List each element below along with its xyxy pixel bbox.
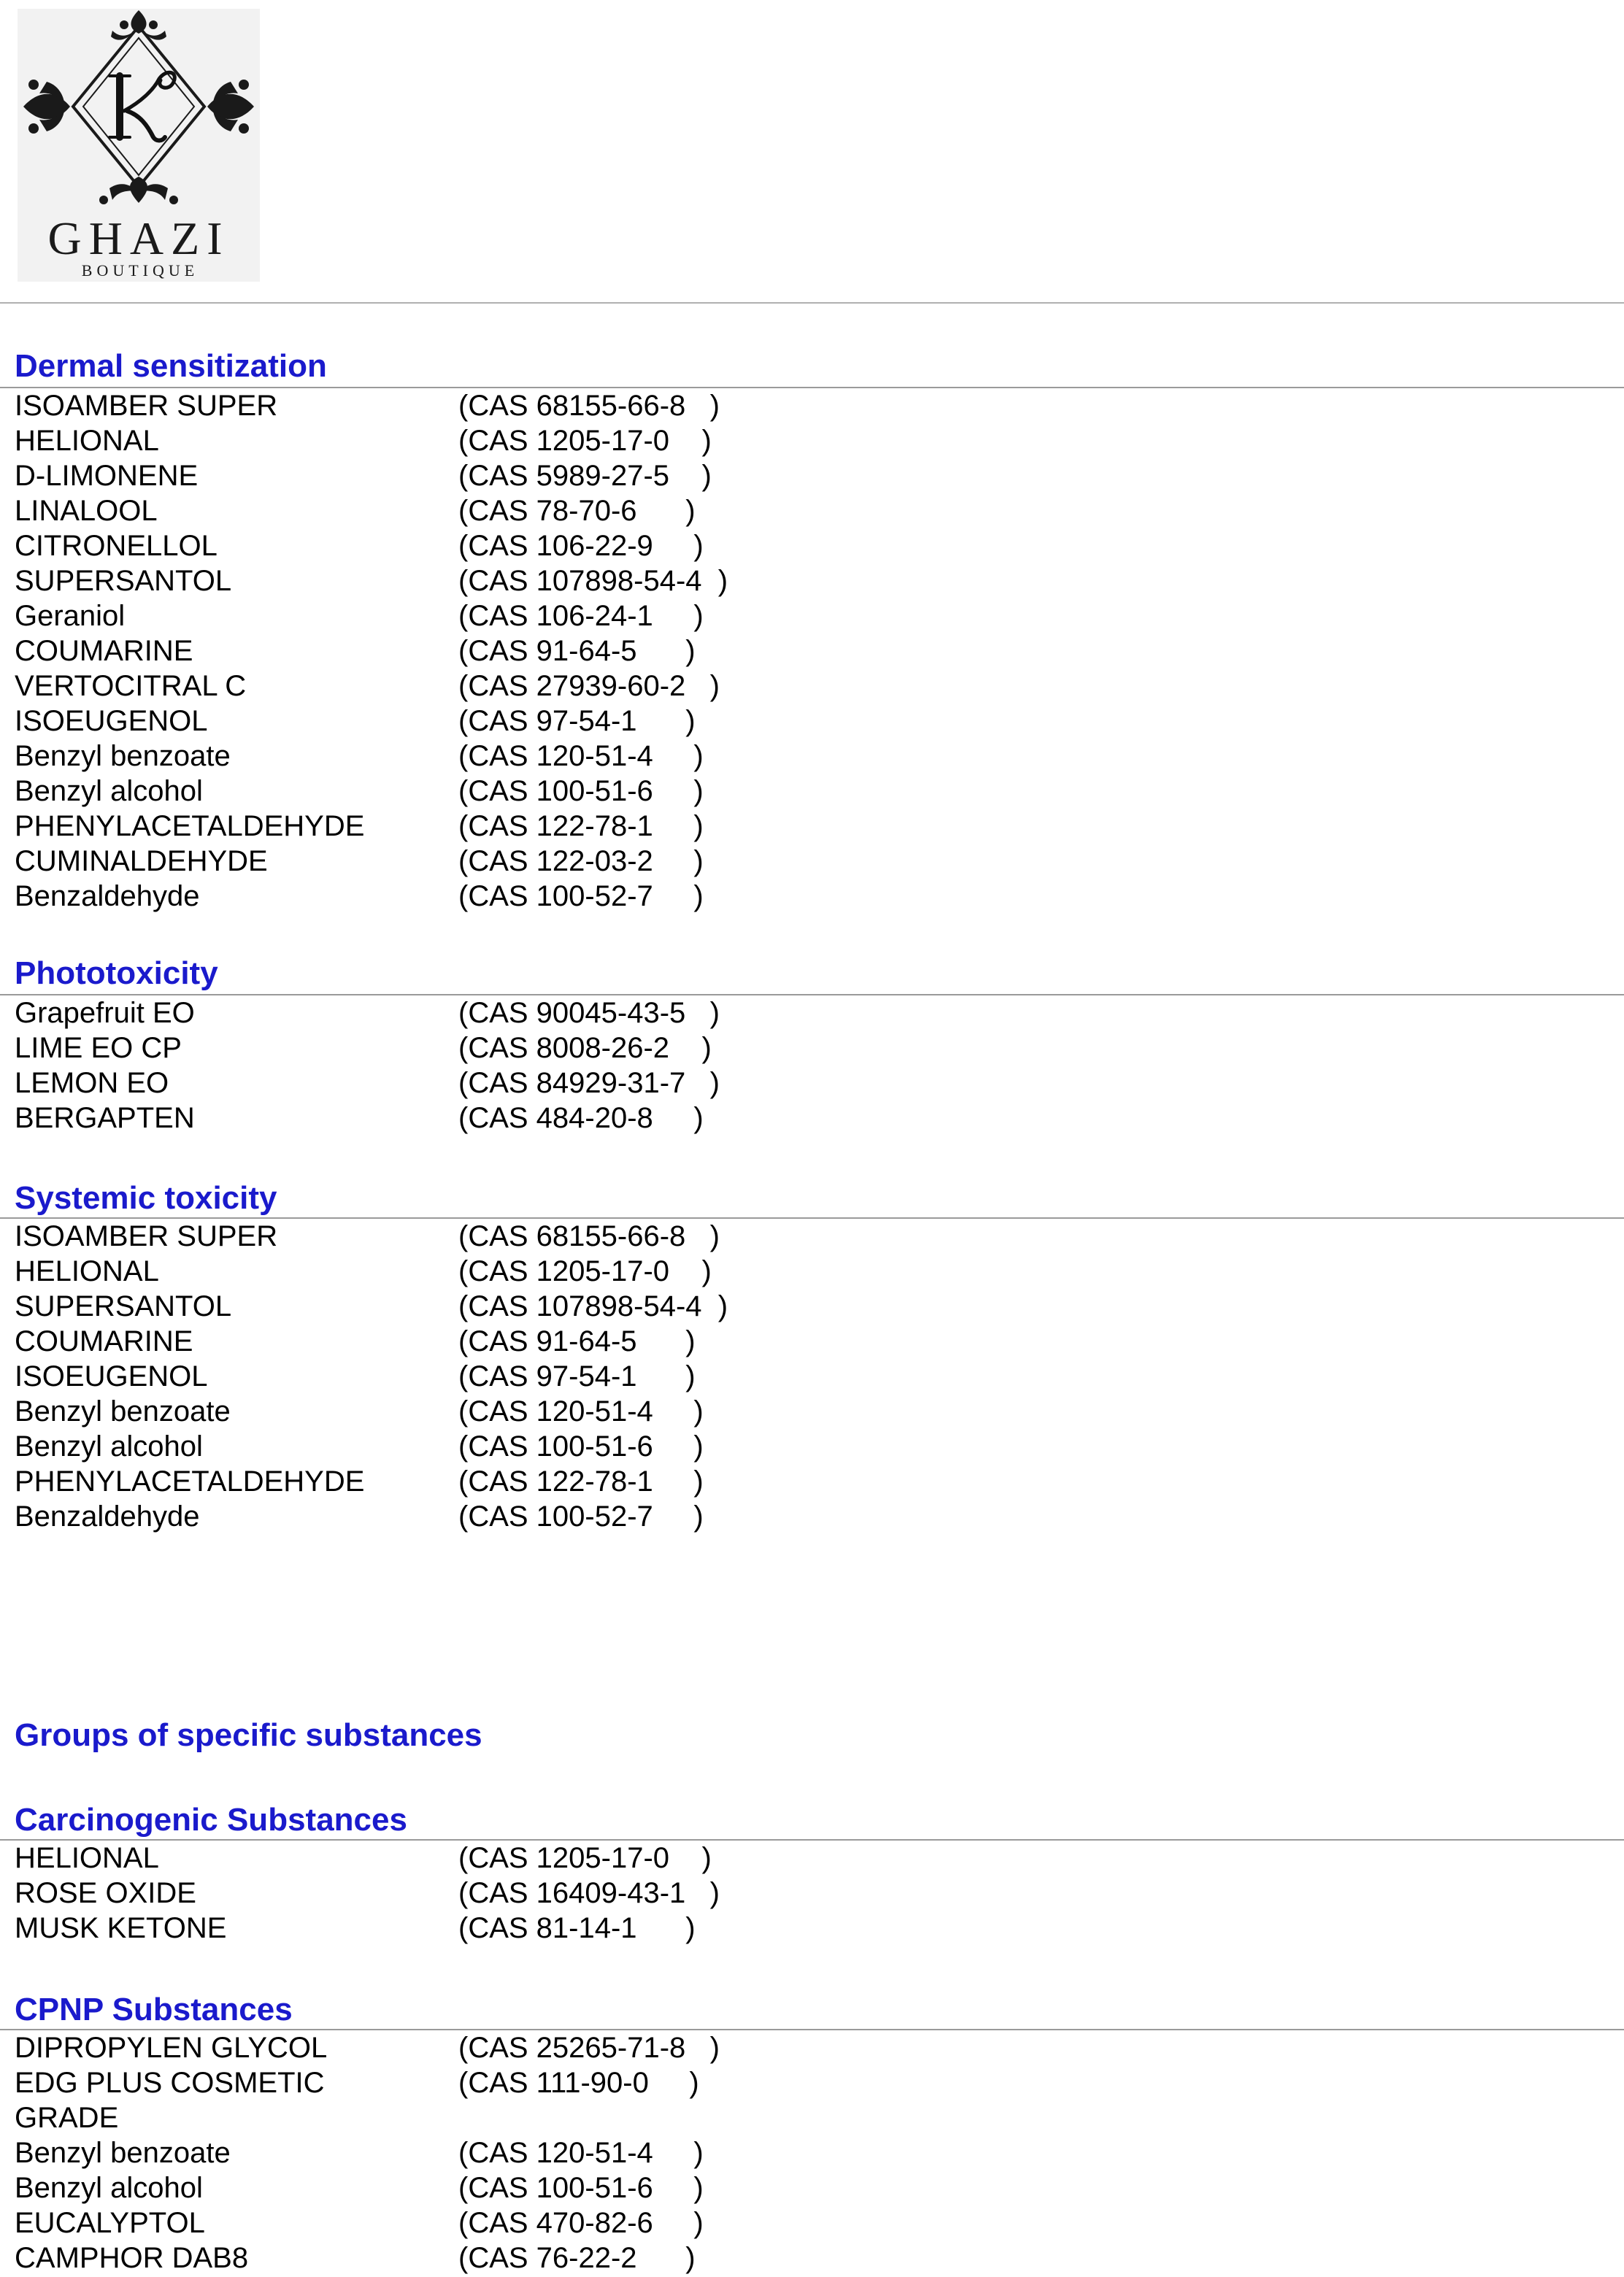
cas-number: (CAS 107898-54-4 ): [458, 565, 728, 597]
substance-name: COUMARINE: [15, 1325, 193, 1357]
substance-name: SUPERSANTOL: [15, 1290, 232, 1322]
cas-number: (CAS 106-22-9 ): [458, 530, 704, 562]
substance-name: EUCALYPTOL: [15, 2207, 205, 2239]
substance-row: [0, 2065, 1624, 2134]
substance-row: [0, 1429, 1624, 1464]
substance-row: [0, 1030, 1624, 1066]
substance-name: MUSK KETONE: [15, 1912, 227, 1944]
cas-number: (CAS 100-51-6 ): [458, 775, 704, 807]
cas-number: (CAS 122-03-2 ): [458, 845, 704, 877]
substance-row: [0, 2205, 1624, 2241]
cas-number: (CAS 122-78-1 ): [458, 810, 704, 842]
substance-row: [0, 2170, 1624, 2205]
substance-row: [0, 388, 1624, 423]
substance-name: HELIONAL: [15, 425, 159, 457]
section-title-dermal: Dermal sensitization: [15, 348, 327, 384]
substance-name: DIPROPYLEN GLYCOL: [15, 2032, 328, 2064]
cas-number: (CAS 91-64-5 ): [458, 635, 696, 667]
substance-row: [0, 1911, 1624, 1946]
cas-number: (CAS 76-22-2 ): [458, 2242, 696, 2274]
substance-row: [0, 1324, 1624, 1359]
substance-row: [0, 1499, 1624, 1534]
section-title-carcinogenic: Carcinogenic Substances: [15, 1802, 407, 1838]
cas-number: (CAS 120-51-4 ): [458, 740, 704, 772]
substance-row: [0, 669, 1624, 704]
substance-row: [0, 1359, 1624, 1394]
substance-name: PHENYLACETALDEHYDE: [15, 1465, 365, 1498]
substance-row: [0, 1464, 1624, 1499]
brand-subtitle: BOUTIQUE: [81, 261, 199, 280]
substance-name: Benzyl benzoate: [15, 2137, 231, 2169]
substance-row: [0, 2241, 1624, 2276]
substance-name: COUMARINE: [15, 635, 193, 667]
cas-number: (CAS 120-51-4 ): [458, 1395, 704, 1428]
cas-number: (CAS 107898-54-4 ): [458, 1290, 728, 1322]
substance-row: [0, 458, 1624, 493]
substance-name: Benzaldehyde: [15, 1500, 200, 1533]
substance-row: [0, 995, 1624, 1030]
header-divider: [0, 302, 1624, 304]
cas-number: (CAS 100-51-6 ): [458, 2172, 704, 2204]
substance-name: Benzyl benzoate: [15, 1395, 231, 1428]
cas-number: (CAS 100-52-7 ): [458, 880, 704, 912]
cas-number: (CAS 68155-66-8 ): [458, 1220, 720, 1252]
substance-name: LIME EO CP: [15, 1032, 182, 1064]
cas-number: (CAS 16409-43-1 ): [458, 1877, 720, 1909]
substance-row: [0, 2030, 1624, 2065]
cas-number: (CAS 84929-31-7 ): [458, 1067, 720, 1099]
substance-row: [0, 493, 1624, 528]
substance-name: Benzyl benzoate: [15, 740, 231, 772]
substance-name: BERGAPTEN: [15, 1102, 195, 1134]
cas-number: (CAS 470-82-6 ): [458, 2207, 704, 2239]
substance-name: HELIONAL: [15, 1255, 159, 1287]
substance-name: ISOAMBER SUPER: [15, 1220, 278, 1252]
substance-name: Benzyl alcohol: [15, 775, 203, 807]
substance-name: ROSE OXIDE: [15, 1877, 196, 1909]
cas-number: (CAS 97-54-1 ): [458, 705, 696, 737]
substance-row: [0, 1101, 1624, 1136]
substance-row: [0, 528, 1624, 563]
cas-number: (CAS 1205-17-0 ): [458, 1255, 712, 1287]
substance-row: [0, 563, 1624, 598]
substance-name: LINALOOL: [15, 495, 158, 527]
substance-name: D-LIMONENE: [15, 460, 199, 492]
substance-row: [0, 879, 1624, 914]
substance-name: Benzyl alcohol: [15, 1430, 203, 1463]
cas-number: (CAS 111-90-0 ): [458, 2067, 699, 2099]
substance-row: [0, 1289, 1624, 1324]
brand-logo: [18, 9, 260, 282]
substance-name: ISOEUGENOL: [15, 705, 208, 737]
section-title-cpnp: CPNP Substances: [15, 1992, 293, 2027]
cas-number: (CAS 78-70-6 ): [458, 495, 696, 527]
cas-number: (CAS 68155-66-8 ): [458, 390, 720, 422]
substance-name: PHENYLACETALDEHYDE: [15, 810, 365, 842]
substance-name: ISOEUGENOL: [15, 1360, 208, 1392]
substance-row: [0, 774, 1624, 809]
substance-name: EDG PLUS COSMETIC GRADE: [15, 2067, 325, 2134]
substance-name: ISOAMBER SUPER: [15, 390, 278, 422]
substance-row: [0, 633, 1624, 669]
cas-number: (CAS 1205-17-0 ): [458, 425, 712, 457]
section-title-phototoxicity: Phototoxicity: [15, 955, 218, 991]
substance-name: VERTOCITRAL C: [15, 670, 247, 702]
cas-number: (CAS 5989-27-5 ): [458, 460, 712, 492]
substance-name: CUMINALDEHYDE: [15, 845, 268, 877]
substance-name: HELIONAL: [15, 1842, 159, 1874]
substance-row: [0, 1066, 1624, 1101]
substance-name: Geraniol: [15, 600, 126, 632]
substance-row: [0, 2135, 1624, 2170]
substance-name: Grapefruit EO: [15, 997, 195, 1029]
cas-number: (CAS 8008-26-2 ): [458, 1032, 712, 1064]
cas-number: (CAS 90045-43-5 ): [458, 997, 720, 1029]
cas-number: (CAS 91-64-5 ): [458, 1325, 696, 1357]
substance-name: CITRONELLOL: [15, 530, 218, 562]
cas-number: (CAS 120-51-4 ): [458, 2137, 704, 2169]
substance-row: [0, 844, 1624, 879]
substance-row: [0, 704, 1624, 739]
cas-number: (CAS 106-24-1 ): [458, 600, 704, 632]
substance-row: [0, 1394, 1624, 1429]
ornament-logo-icon: [18, 9, 260, 282]
cas-number: (CAS 1205-17-0 ): [458, 1842, 712, 1874]
substance-name: CAMPHOR DAB8: [15, 2242, 249, 2274]
substance-row: [0, 1841, 1624, 1876]
cas-number: (CAS 100-52-7 ): [458, 1500, 704, 1533]
cas-number: (CAS 25265-71-8 ): [458, 2032, 720, 2064]
substance-row: [0, 739, 1624, 774]
substance-row: [0, 423, 1624, 458]
substance-name: SUPERSANTOL: [15, 565, 232, 597]
cas-number: (CAS 122-78-1 ): [458, 1465, 704, 1498]
substance-row: [0, 598, 1624, 633]
cas-number: (CAS 100-51-6 ): [458, 1430, 704, 1463]
cas-number: (CAS 81-14-1 ): [458, 1912, 696, 1944]
substance-row: [0, 1219, 1624, 1254]
substance-row: [0, 809, 1624, 844]
substance-name: Benzaldehyde: [15, 880, 200, 912]
substance-row: [0, 1254, 1624, 1289]
section-title-systemic: Systemic toxicity: [15, 1180, 277, 1216]
cas-number: (CAS 97-54-1 ): [458, 1360, 696, 1392]
cas-number: (CAS 484-20-8 ): [458, 1102, 704, 1134]
substance-row: [0, 1876, 1624, 1911]
groups-heading: Groups of specific substances: [15, 1717, 482, 1753]
substance-name: LEMON EO: [15, 1067, 169, 1099]
cas-number: (CAS 27939-60-2 ): [458, 670, 720, 702]
substance-name: Benzyl alcohol: [15, 2172, 203, 2204]
brand-name: GHAZI: [47, 212, 230, 264]
